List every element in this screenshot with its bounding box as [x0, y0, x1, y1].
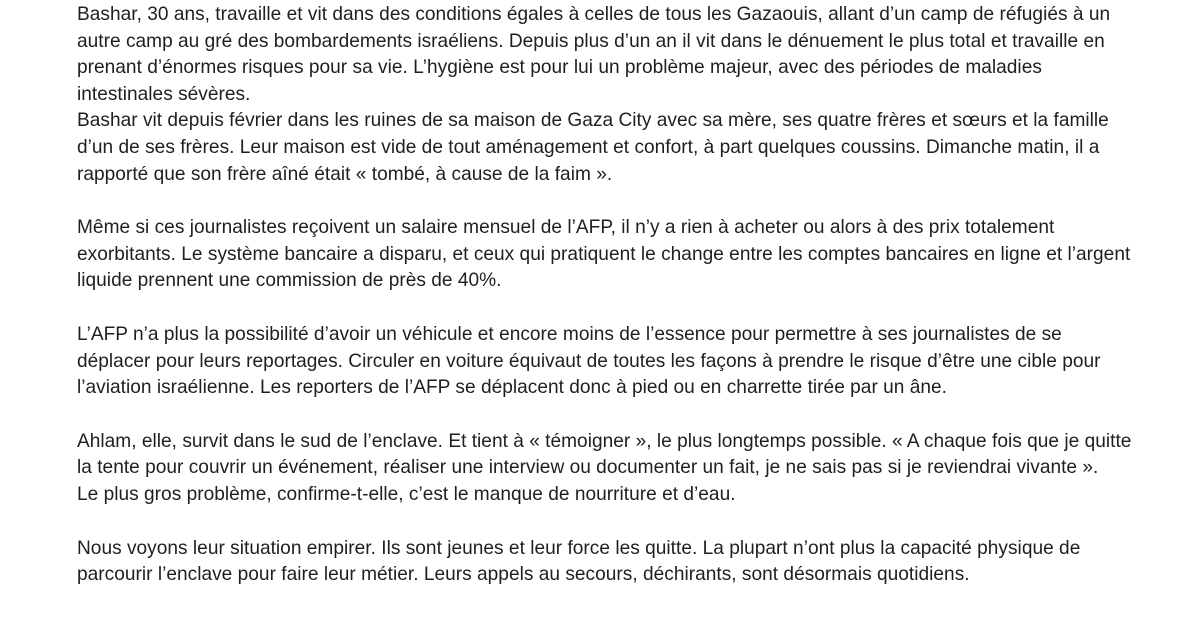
text-line: Nous voyons leur situation empirer. Ils sont jeunes et leur force les quitte. La plupart n’ont plus la capacité physique de parcourir l’enclave pour faire leur métier. Leurs appels au secours, déchirants, sont désormais quotidiens. — [77, 537, 1081, 586]
text-line: Le plus gros problème, confirme-t-elle, c’est le manque de nourriture et d’eau. — [77, 483, 736, 505]
paragraph-vehicle — [77, 322, 1137, 402]
paragraph-ahlam — [77, 429, 1137, 509]
text-line: Même si ces journalistes reçoivent un salaire mensuel de l’AFP, il n’y a rien à acheter ou alors à des prix totalement exorbitants. Le système bancaire a disparu, et ceux qui pratiquent le change entre les comptes bancaires en ligne et l’argent liquide prennent une commission de près de 40%. — [77, 217, 1131, 292]
text-line: Ahlam, elle, survit dans le sud de l’enclave. Et tient à « témoigner », le plus longtemps possible. « A chaque fois que je quitte la tente pour couvrir un événement, réaliser une interview ou documenter un fait, je ne sais pas si je reviendrai vivante ». — [77, 430, 1132, 479]
paragraph-bashar — [77, 2, 1137, 188]
text-line: L’AFP n’a plus la possibilité d’avoir un véhicule et encore moins de l’essence pour permettre à ses journalistes de se déplacer pour leurs reportages. Circuler en voiture équivaut de toutes les façons à prendre le risque d’être une cible pour l’aviation israélienne. Les reporters de l’AFP se déplacent donc à pied ou en charrette tirée par un âne. — [77, 323, 1101, 399]
text-line: Bashar vit depuis février dans les ruines de sa maison de Gaza City avec sa mère, ses quatre frères et sœurs et la famille d’un de ses frères. Leur maison est vide de tout aménagement et confort, à part quelques coussins. Dimanche matin, il a rapporté que son frère aîné était « tombé, à cause de la faim ». — [77, 110, 1109, 185]
text-line: Bashar, 30 ans, travaille et vit dans des conditions égales à celles de tous les Gazaouis, allant d’un camp de réfugiés à un autre camp au gré des bombardements israéliens. Depuis plus d’un an il vit dans le dénuement le plus total et travaille en prenant d’énormes risques pour sa vie. L’hygiène est pour lui un problème majeur, avec des périodes de maladies intestinales sévères. — [77, 4, 1111, 105]
article-body — [77, 2, 1137, 616]
paragraph-salary — [77, 215, 1137, 295]
paragraph-situation — [77, 536, 1137, 589]
